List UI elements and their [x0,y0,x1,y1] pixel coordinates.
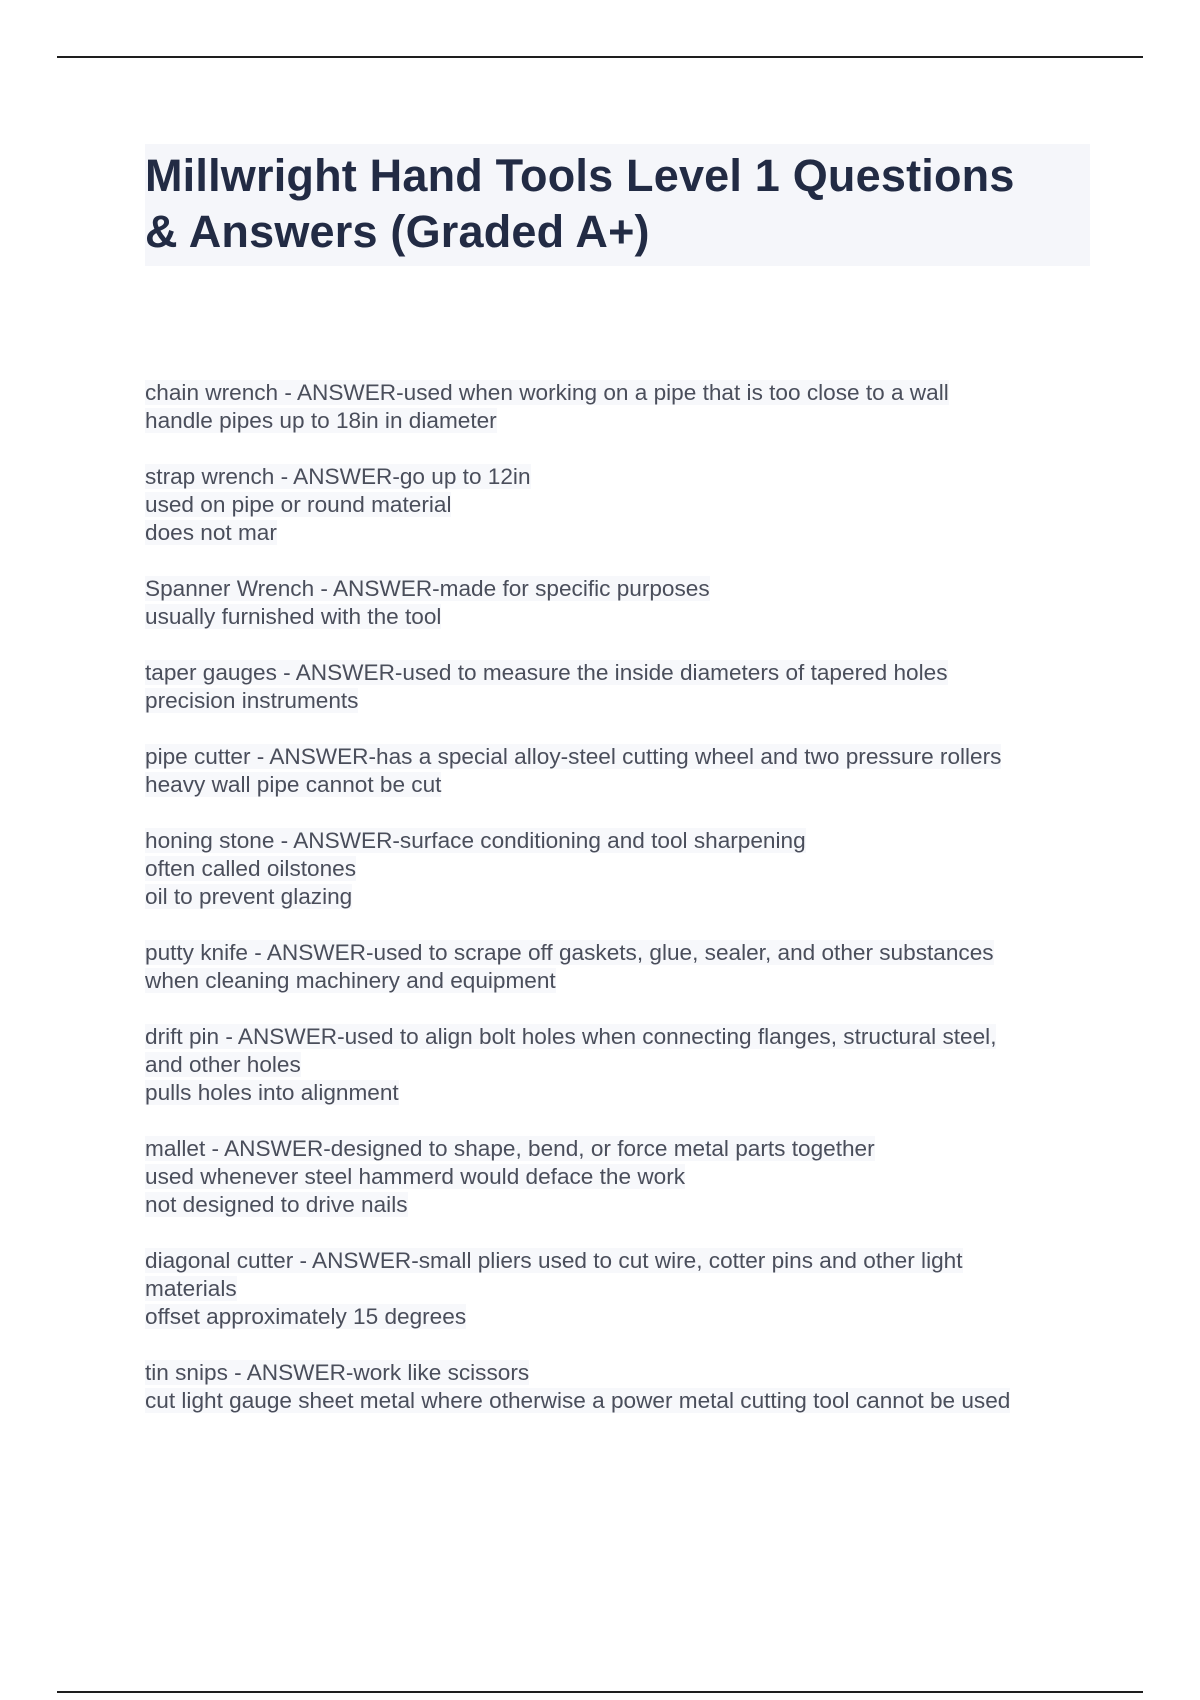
qa-entry-diagonal-cutter [145,1247,1090,1331]
qa-line: often called oilstones [145,856,357,881]
qa-line: when cleaning machinery and equipment [145,968,556,993]
qa-line: used on pipe or round material [145,492,452,517]
qa-line: pipe cutter - ANSWER-has a special alloy-steel cutting wheel and two pressure rollers [145,744,1002,769]
qa-line: diagonal cutter - ANSWER-small pliers used to cut wire, cotter pins and other light [145,1248,963,1273]
qa-line: heavy wall pipe cannot be cut [145,772,442,797]
qa-line: taper gauges - ANSWER-used to measure the inside diameters of tapered holes [145,660,948,685]
qa-entry-strap-wrench [145,463,1090,547]
qa-line: honing stone - ANSWER-surface conditioning and tool sharpening [145,828,806,853]
qa-line: materials [145,1276,237,1301]
qa-entry-chain-wrench [145,379,1090,435]
title-line: Millwright Hand Tools Level 1 Questions [145,150,1015,201]
qa-line: pulls holes into alignment [145,1080,399,1105]
qa-line: does not mar [145,520,277,545]
qa-entry-mallet [145,1135,1090,1219]
document-body [145,144,1090,1443]
title-block [145,144,1090,266]
qa-line: drift pin - ANSWER-used to align bolt holes when connecting flanges, structural steel, [145,1024,997,1049]
title-line: & Answers (Graded A+) [145,206,650,257]
qa-line: offset approximately 15 degrees [145,1304,467,1329]
document-title [145,148,1090,260]
qa-line: tin snips - ANSWER-work like scissors [145,1360,530,1385]
qa-entry-putty-knife [145,939,1090,995]
header-rule [57,56,1143,58]
qa-entry-honing-stone [145,827,1090,911]
qa-line: putty knife - ANSWER-used to scrape off gaskets, glue, sealer, and other substances [145,940,994,965]
qa-line: mallet - ANSWER-designed to shape, bend, or force metal parts together [145,1136,875,1161]
qa-entry-spanner-wrench [145,575,1090,631]
qa-line: strap wrench - ANSWER-go up to 12in [145,464,531,489]
qa-entry-drift-pin [145,1023,1090,1107]
qa-line: handle pipes up to 18in in diameter [145,408,497,433]
qa-line: precision instruments [145,688,359,713]
qa-line: and other holes [145,1052,301,1077]
qa-entry-tin-snips [145,1359,1090,1415]
qa-line: usually furnished with the tool [145,604,442,629]
footer-rule [57,1691,1143,1693]
qa-entry-pipe-cutter [145,743,1090,799]
qa-line: chain wrench - ANSWER-used when working on a pipe that is too close to a wall [145,380,949,405]
qa-line: oil to prevent glazing [145,884,353,909]
qa-entry-taper-gauges [145,659,1090,715]
qa-line: Spanner Wrench - ANSWER-made for specific purposes [145,576,710,601]
qa-list [145,379,1090,1415]
qa-line: used whenever steel hammerd would deface the work [145,1164,686,1189]
qa-line: cut light gauge sheet metal where otherwise a power metal cutting tool cannot be used [145,1388,1011,1413]
qa-line: not designed to drive nails [145,1192,408,1217]
